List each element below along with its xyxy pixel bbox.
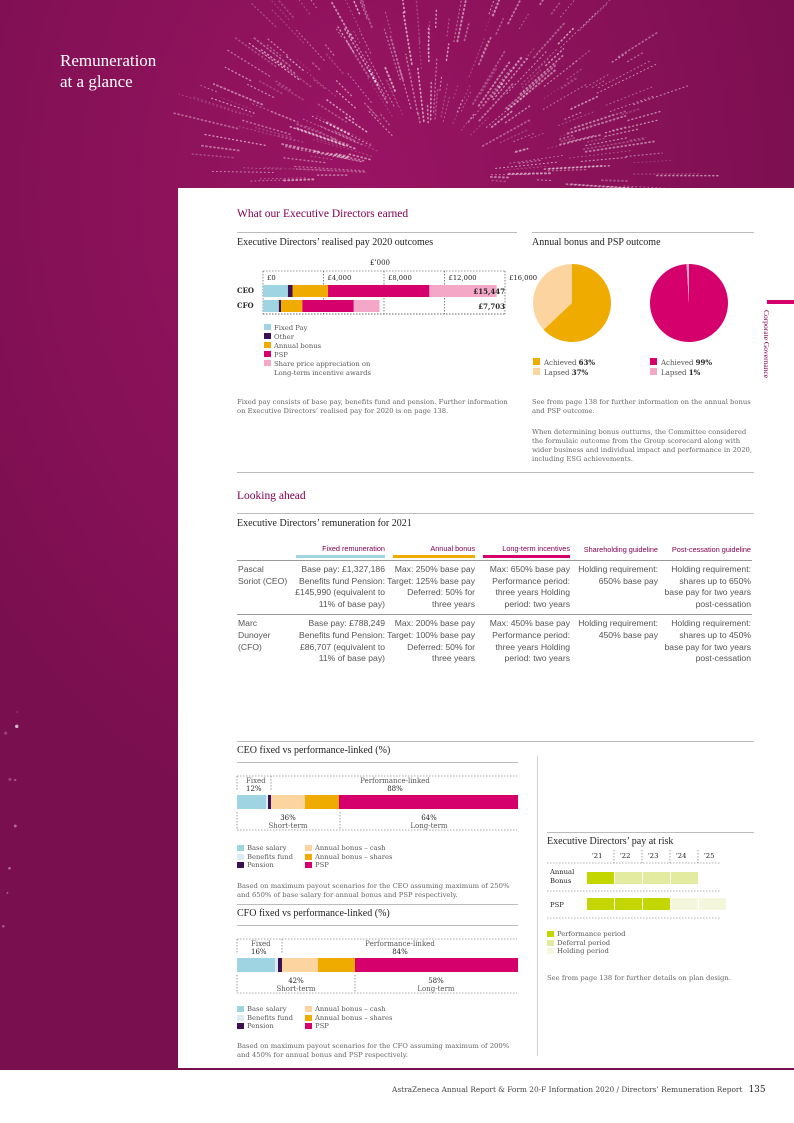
divider <box>237 762 518 763</box>
year-label: ’22 <box>619 852 631 860</box>
legend-swatch <box>264 324 271 330</box>
bar-segment <box>237 795 266 809</box>
light-speck <box>2 925 5 928</box>
bar-segment <box>355 958 518 972</box>
legend-label: Long-term incentive awards <box>274 369 371 377</box>
fixed-value: 16% <box>251 948 267 956</box>
header-cell <box>237 544 289 561</box>
timeline-cell <box>615 898 642 910</box>
row-label-bonus: Bonus <box>550 877 572 885</box>
ceo-mix-chart <box>237 772 520 834</box>
cfo-mix-legend-a: Base salary Benefits fund Pension <box>237 1005 307 1031</box>
cfo-mix-note: Based on maximum payout scenarios for the CFO assuming maximum of 200% and 450% for annual bonus and PSP respectively. <box>237 1042 510 1059</box>
legend-label: Other <box>274 333 294 341</box>
divider <box>237 741 754 742</box>
table-cell: Max: 450% base pay Performance period: three years Holding period: two years <box>476 615 571 669</box>
table-cell: Pascal Soriot (CEO) <box>237 561 289 615</box>
bar-segment <box>288 285 293 297</box>
realised-pay-chart <box>237 254 538 384</box>
chart-legend <box>264 324 371 377</box>
bar-segment <box>318 958 355 972</box>
table-header-row <box>237 544 752 561</box>
bar-segment <box>328 285 429 297</box>
long-term-label: Long-term <box>410 822 448 830</box>
tick-label: £8,000 <box>388 274 412 282</box>
total-label-ceo: £15,447 <box>473 287 505 296</box>
long-term-value: 58% <box>428 977 444 985</box>
legend-label: Achieved 63% <box>544 358 596 367</box>
row-label-annual: Annual <box>550 868 575 876</box>
legend-label: Annual bonus <box>274 342 322 350</box>
divider <box>237 904 518 905</box>
year-label: ’23 <box>647 852 659 860</box>
pay-at-risk-title: Executive Directors’ pay at risk <box>547 836 674 847</box>
bar-segment <box>281 300 302 312</box>
timeline-cell <box>671 898 698 910</box>
year-labels <box>592 850 715 863</box>
bar-segment <box>268 795 271 809</box>
stacked-bar <box>237 795 518 809</box>
tick-label: £12,000 <box>448 274 477 282</box>
performance-label: Performance-linked <box>365 940 435 948</box>
timeline-cell <box>671 872 698 884</box>
light-speck <box>8 867 11 870</box>
table-cell: Holding requirement: 650% base pay <box>571 561 659 615</box>
chart-unit-label: £’000 <box>369 259 391 267</box>
cfo-mix-legend-b: Annual bonus – cash Annual bonus – shares PSP <box>305 1005 415 1031</box>
table-cell: Holding requirement: shares up to 450% base pay for two years post-cessation <box>659 615 752 669</box>
year-label: ’21 <box>591 852 603 860</box>
table-cell: Max: 200% base pay Target: 100% base pay Deferred: 50% for three years <box>386 615 476 669</box>
bar-segment <box>271 795 305 809</box>
fixed-value: 12% <box>246 785 262 793</box>
page-footer <box>392 1085 766 1095</box>
legend-swatch <box>264 351 271 357</box>
long-term-label: Long-term <box>417 985 455 993</box>
table-cell: Base pay: £1,327,186 Benefits fund Pension: £145,990 (equivalent to 11% of base pay) <box>289 561 386 615</box>
tick-label: £0 <box>267 274 276 282</box>
page-number: 135 <box>748 1085 766 1095</box>
legend-swatch <box>533 368 540 375</box>
bar-segment <box>302 300 353 312</box>
divider <box>237 232 517 233</box>
bars <box>263 285 497 312</box>
year-label: ’25 <box>703 852 715 860</box>
cfo-mix-chart <box>237 935 520 997</box>
bar-segment <box>263 285 288 297</box>
performance-value: 84% <box>392 948 408 956</box>
timeline-cell <box>615 872 642 884</box>
page-title: Remuneration at a glance <box>60 51 157 91</box>
bonus-psp-note-2: When determining bonus outturns, the Committee considered the formulaic outcome from the Group scorecard along with wider business and individual impact and performance in 2020, including ESG achievements. <box>532 428 753 463</box>
bar-segment <box>282 958 318 972</box>
cfo-mix-title: CFO fixed vs performance-linked (%) <box>237 908 390 919</box>
legend-label: Share price appreciation on <box>274 360 371 368</box>
legend-swatch <box>533 358 540 365</box>
header-annual-bonus: Annual bonus <box>386 544 476 561</box>
table-row <box>237 561 752 615</box>
timeline-cell <box>699 898 726 910</box>
performance-value: 88% <box>387 785 403 793</box>
pay-at-risk-legend: Performance period Deferral period Holding period <box>547 930 697 956</box>
table-cell: Base pay: £788,249 Benefits fund Pension: £86,707 (equivalent to 11% of base pay) <box>289 615 386 669</box>
table-row <box>237 615 752 669</box>
bar-segment <box>339 795 518 809</box>
light-speck <box>6 892 8 894</box>
light-speck <box>4 731 7 734</box>
row-label-psp: PSP <box>550 901 564 909</box>
legend-label: Lapsed 1% <box>661 368 701 377</box>
ceo-mix-legend-a: Base salary Benefits fund Pension <box>237 844 307 870</box>
tick-label: £16,000 <box>509 274 538 282</box>
stacked-bar <box>237 958 518 972</box>
total-label-cfo: £7,703 <box>478 302 505 311</box>
short-term-label: Short-term <box>268 822 308 830</box>
performance-label: Performance-linked <box>360 777 430 785</box>
ceo-mix-legend-b: Annual bonus – cash Annual bonus – shares PSP <box>305 844 415 870</box>
bar-segment <box>275 958 278 972</box>
long-term-value: 64% <box>421 814 437 822</box>
remuneration-table-title: Executive Directors’ remuneration for 2021 <box>237 518 412 529</box>
table-cell: Holding requirement: 450% base pay <box>571 615 659 669</box>
light-speck <box>15 725 18 728</box>
column-divider <box>537 756 538 1056</box>
bar-segment <box>237 958 275 972</box>
timeline-cell <box>643 872 670 884</box>
section-tab-marker <box>767 300 794 304</box>
fixed-label: Fixed <box>251 940 271 948</box>
table-cell: Holding requirement: shares up to 650% base pay for two years post-cessation <box>659 561 752 615</box>
ceo-mix-note: Based on maximum payout scenarios for the CEO assuming maximum of 250% and 650% of base salary for annual bonus and PSP respectively. <box>237 882 510 899</box>
legend-label: Achieved 99% <box>661 358 713 367</box>
pay-at-risk-chart <box>547 846 725 920</box>
legend-swatch <box>650 368 657 375</box>
short-term-value: 36% <box>280 814 296 822</box>
category-label-cfo: CFO <box>237 301 254 310</box>
bar-segment <box>292 285 328 297</box>
bonus-psp-note-1: See from page 138 for further information on the annual bonus and PSP outcome. <box>532 398 751 415</box>
remuneration-2021-table <box>237 544 752 669</box>
divider <box>237 513 754 514</box>
light-speck <box>14 825 17 828</box>
fixed-label: Fixed <box>246 777 266 785</box>
section-side-label: Corporate Governance <box>762 310 771 379</box>
realised-pay-note: Fixed pay consists of base pay, benefits fund and pension. Further information on Executive Directors’ realised pay for 2020 is on page 138. <box>237 398 508 415</box>
short-term-value: 42% <box>288 977 304 985</box>
pay-at-risk-note: See from page 138 for further details on plan design. <box>547 974 731 982</box>
table-cell: Marc Dunoyer (CFO) <box>237 615 289 669</box>
looking-ahead-heading: Looking ahead <box>237 490 306 502</box>
bar-segment <box>278 958 282 972</box>
timeline-cell <box>643 898 670 910</box>
light-speck <box>14 779 16 781</box>
bonus-psp-pies <box>532 262 754 386</box>
timeline-cell <box>587 872 614 884</box>
legend-label: PSP <box>274 351 288 359</box>
divider <box>237 925 518 926</box>
legend-swatch <box>264 342 271 348</box>
header-post-cessation-guideline: Post-cessation guideline <box>671 545 751 554</box>
short-term-label: Short-term <box>276 985 316 993</box>
legend-label: Lapsed 37% <box>544 368 589 377</box>
table-cell: Max: 250% base pay Target: 125% base pay Deferred: 50% for three years <box>386 561 476 615</box>
pie-legend <box>533 358 712 377</box>
header-fixed-remuneration: Fixed remuneration <box>289 544 386 561</box>
bar-segment <box>354 300 380 312</box>
divider <box>547 832 754 833</box>
ceo-mix-title: CEO fixed vs performance-linked (%) <box>237 745 391 756</box>
earned-heading: What our Executive Directors earned <box>237 208 409 220</box>
year-label: ’24 <box>675 852 687 860</box>
legend-swatch <box>264 360 271 366</box>
light-speck <box>16 711 18 713</box>
bar-segment <box>305 795 339 809</box>
light-speck <box>8 778 11 781</box>
legend-label: Fixed Pay <box>274 324 308 332</box>
table-cell: Max: 650% base pay Performance period: three years Holding period: two years <box>476 561 571 615</box>
timeline-cell <box>587 898 614 910</box>
bar-segment <box>263 300 279 312</box>
annual-bonus-pie <box>533 264 611 342</box>
header-long-term-incentives: Long-term incentives <box>476 544 571 561</box>
bar-segment <box>279 300 281 312</box>
tick-label: £4,000 <box>327 274 352 282</box>
legend-swatch <box>264 333 271 339</box>
bonus-psp-title: Annual bonus and PSP outcome <box>532 237 661 248</box>
legend-swatch <box>650 358 657 365</box>
footer-text: AstraZeneca Annual Report & Form 20-F Information 2020 / Directors’ Remuneration Report <box>392 1085 743 1094</box>
divider <box>237 472 754 473</box>
category-label-ceo: CEO <box>237 286 255 295</box>
header-shareholding-guideline: Shareholding guideline <box>583 545 658 554</box>
divider <box>532 232 754 233</box>
bar-segment <box>266 795 268 809</box>
realised-pay-title: Executive Directors’ realised pay 2020 outcomes <box>237 237 434 248</box>
psp-pie <box>650 264 728 342</box>
